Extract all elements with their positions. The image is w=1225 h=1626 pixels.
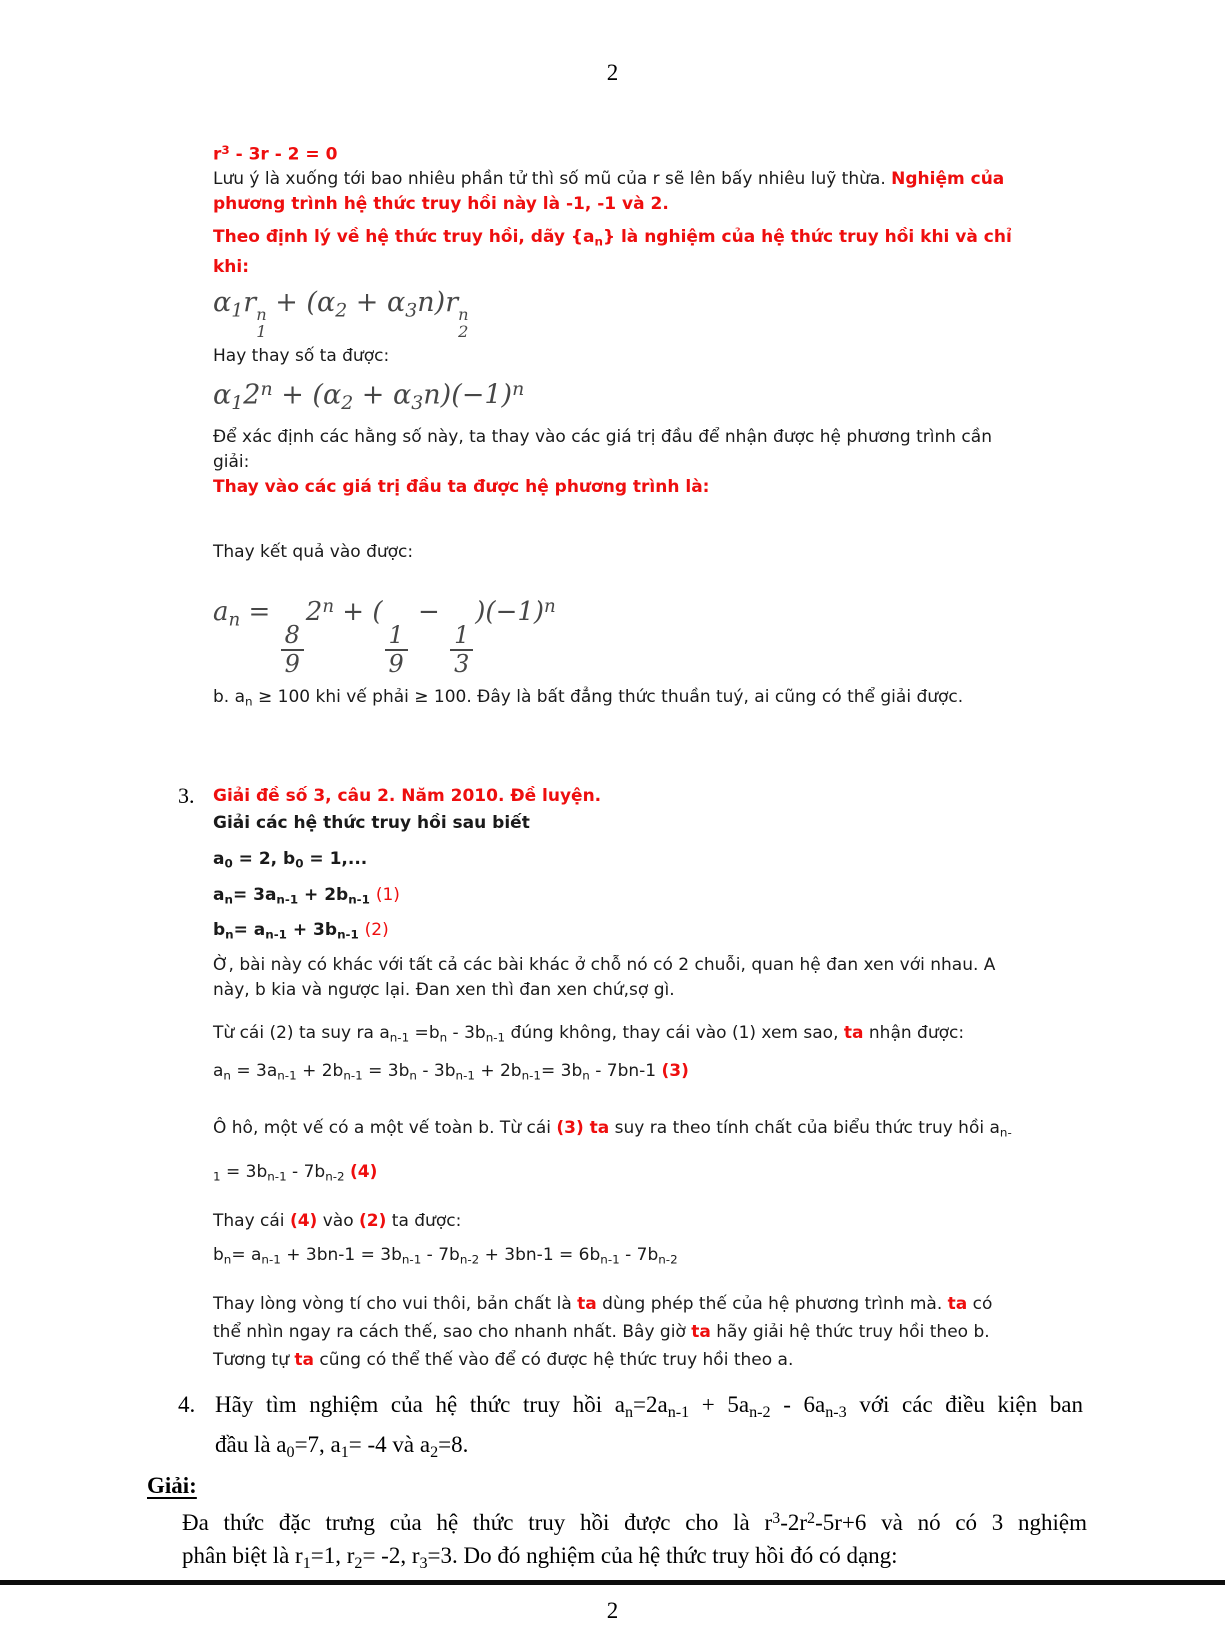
item-3-para-oho: Ô hô, một vế có a một vế toàn b. Từ cái (3) ta suy ra theo tính chất của biểu thức truy hồi $a_{n-}$ $_1 = 3b_{n-1} - 7b_{n-2}$ (4) (213, 1117, 1012, 1184)
item-4 (178, 1388, 1125, 1470)
item-4-line-1: Hãy tìm nghiệm của hệ thức truy hồi $a_n=2a_{n-1} + 5a_{n-2} - 6a_{n-3}$ với các điều kiện ban (215, 1391, 1083, 1421)
para-theorem: Theo định lý về hệ thức truy hồi, dãy $\{a_n\}$ là nghiệm của hệ thức truy hồi khi và chỉ khi: (213, 227, 1012, 277)
solution-paragraph (182, 1502, 1087, 1580)
formula-general-solution: $\alpha_1r$ n 1 + $(\alpha_2 + \alpha_3n)r$ n 2 (213, 286, 469, 341)
item-3-comment: Ờ, bài này có khác với tất cả các bài khác ở chỗ nó có 2 chuỗi, quan hệ đan xen với nhau. A này, b kia và ngược lại. Đan xen thì đan xen chứ,sợ gì. (213, 954, 996, 1000)
item-3-equation-2: $b_n= a_{n-1} + 3b_{n-1}$ (2) (213, 920, 389, 942)
para-determine-constants: Để xác định các hằng số này, ta thay vào các giá trị đầu để nhận được hệ phương trình cần giải: (213, 426, 992, 472)
para-note: Lưu ý là xuống tới bao nhiêu phần tử thì số mũ của r sẽ lên bấy nhiêu luỹ thừa. Nghiệm của phương trình hệ thức truy hồi này là -1, -1 và 2. (213, 169, 1005, 215)
item-3-derivation: Từ cái (2) ta suy ra $a_{n-1} =b_n - 3b_{n-1}$ đúng không, thay cái vào (1) xem sao, ta nhận được: (213, 1022, 965, 1045)
item-3-equation-bn: $b_n= a_{n-1} + 3bn-1 = 3b_{n-1} - 7b_{n-2} + 3bn-1 = 6b_{n-1} - 7b_{n-2}$ (213, 1244, 678, 1267)
item-3-subtitle: Giải các hệ thức truy hồi sau biết (213, 813, 530, 833)
formula-substituted: $\alpha_12^n + (\alpha_2 + \alpha_3n)(-1)^n$ (213, 377, 525, 414)
line-substitute-numbers: Hay thay số ta được: (213, 345, 390, 366)
item-4-line-2: đầu là $a_0=7$, $a_1= -4$ và $a_2=8$. (215, 1432, 469, 1462)
line-part-b: b. $a_n \ge 100$ khi vế phải ≥ 100. Đây là bất đẳng thức thuần tuý, ai cũng có thể giải được. (213, 687, 964, 709)
page-number-bottom: 2 (606, 1598, 619, 1624)
characteristic-equation-heading: $r^3 - 3r - 2 = 0$ (213, 143, 338, 165)
heading-system-of-equations: Thay vào các giá trị đầu ta được hệ phương trình là: (213, 476, 710, 497)
item-3 (0, 783, 1225, 1374)
solution-label: Giải: (147, 1473, 197, 1499)
item-3-line-substitute-4-into-2: Thay cái (4) vào (2) ta được: (213, 1210, 462, 1231)
line-substitute-result: Thay kết quả vào được: (213, 541, 414, 562)
bottom-border (0, 1580, 1225, 1585)
item-4-number: 4. (178, 1391, 196, 1417)
formula-an-closed-form: $a_n$ = $\frac{8}{9}$ $2^n$ + ( $\frac{1}{9}$ − $\frac{1}{3}$ )$(-1)^n$ (213, 595, 556, 678)
item-3-initial-conditions: $a_0 = 2$, $b_0 = 1$,... (213, 849, 368, 871)
page-number-top: 2 (606, 60, 619, 85)
solution-line-2: phân biệt là $r_1=1$, $r_2= -2$, $r_3=3$. Do đó nghiệm của hệ thức truy hồi đó có dạng: (182, 1543, 898, 1573)
solution-line-1: Đa thức đặc trưng của hệ thức truy hồi được cho là $r^3-2r^2-5r+6$ và nó có 3 nghiệm (182, 1510, 1088, 1536)
item-3-summary: Thay lòng vòng tí cho vui thôi, bản chất là ta dùng phép thế của hệ phương trình mà. ta có thể nhìn ngay ra cách thế, sao cho nhanh nhất. Bây giờ ta hãy giải hệ thức truy hồi theo b. Tương tự ta cũng có thể thế vào để có được hệ thức truy hồi theo a. (213, 1293, 993, 1370)
item-3-equation-1: $a_n= 3a_{n-1} + 2b_{n-1}$ (1) (213, 884, 400, 907)
item-3-title: Giải đề số 3, câu 2. Năm 2010. Đề luyện. (213, 786, 602, 806)
item-3-number: 3. (178, 783, 195, 808)
item-3-equation-3: $a_n = 3a_{n-1} + 2b_{n-1} = 3b_n - 3b_{n-1} + 2b_{n-1}= 3b_n - 7bn-1$ (3) (213, 1061, 689, 1083)
